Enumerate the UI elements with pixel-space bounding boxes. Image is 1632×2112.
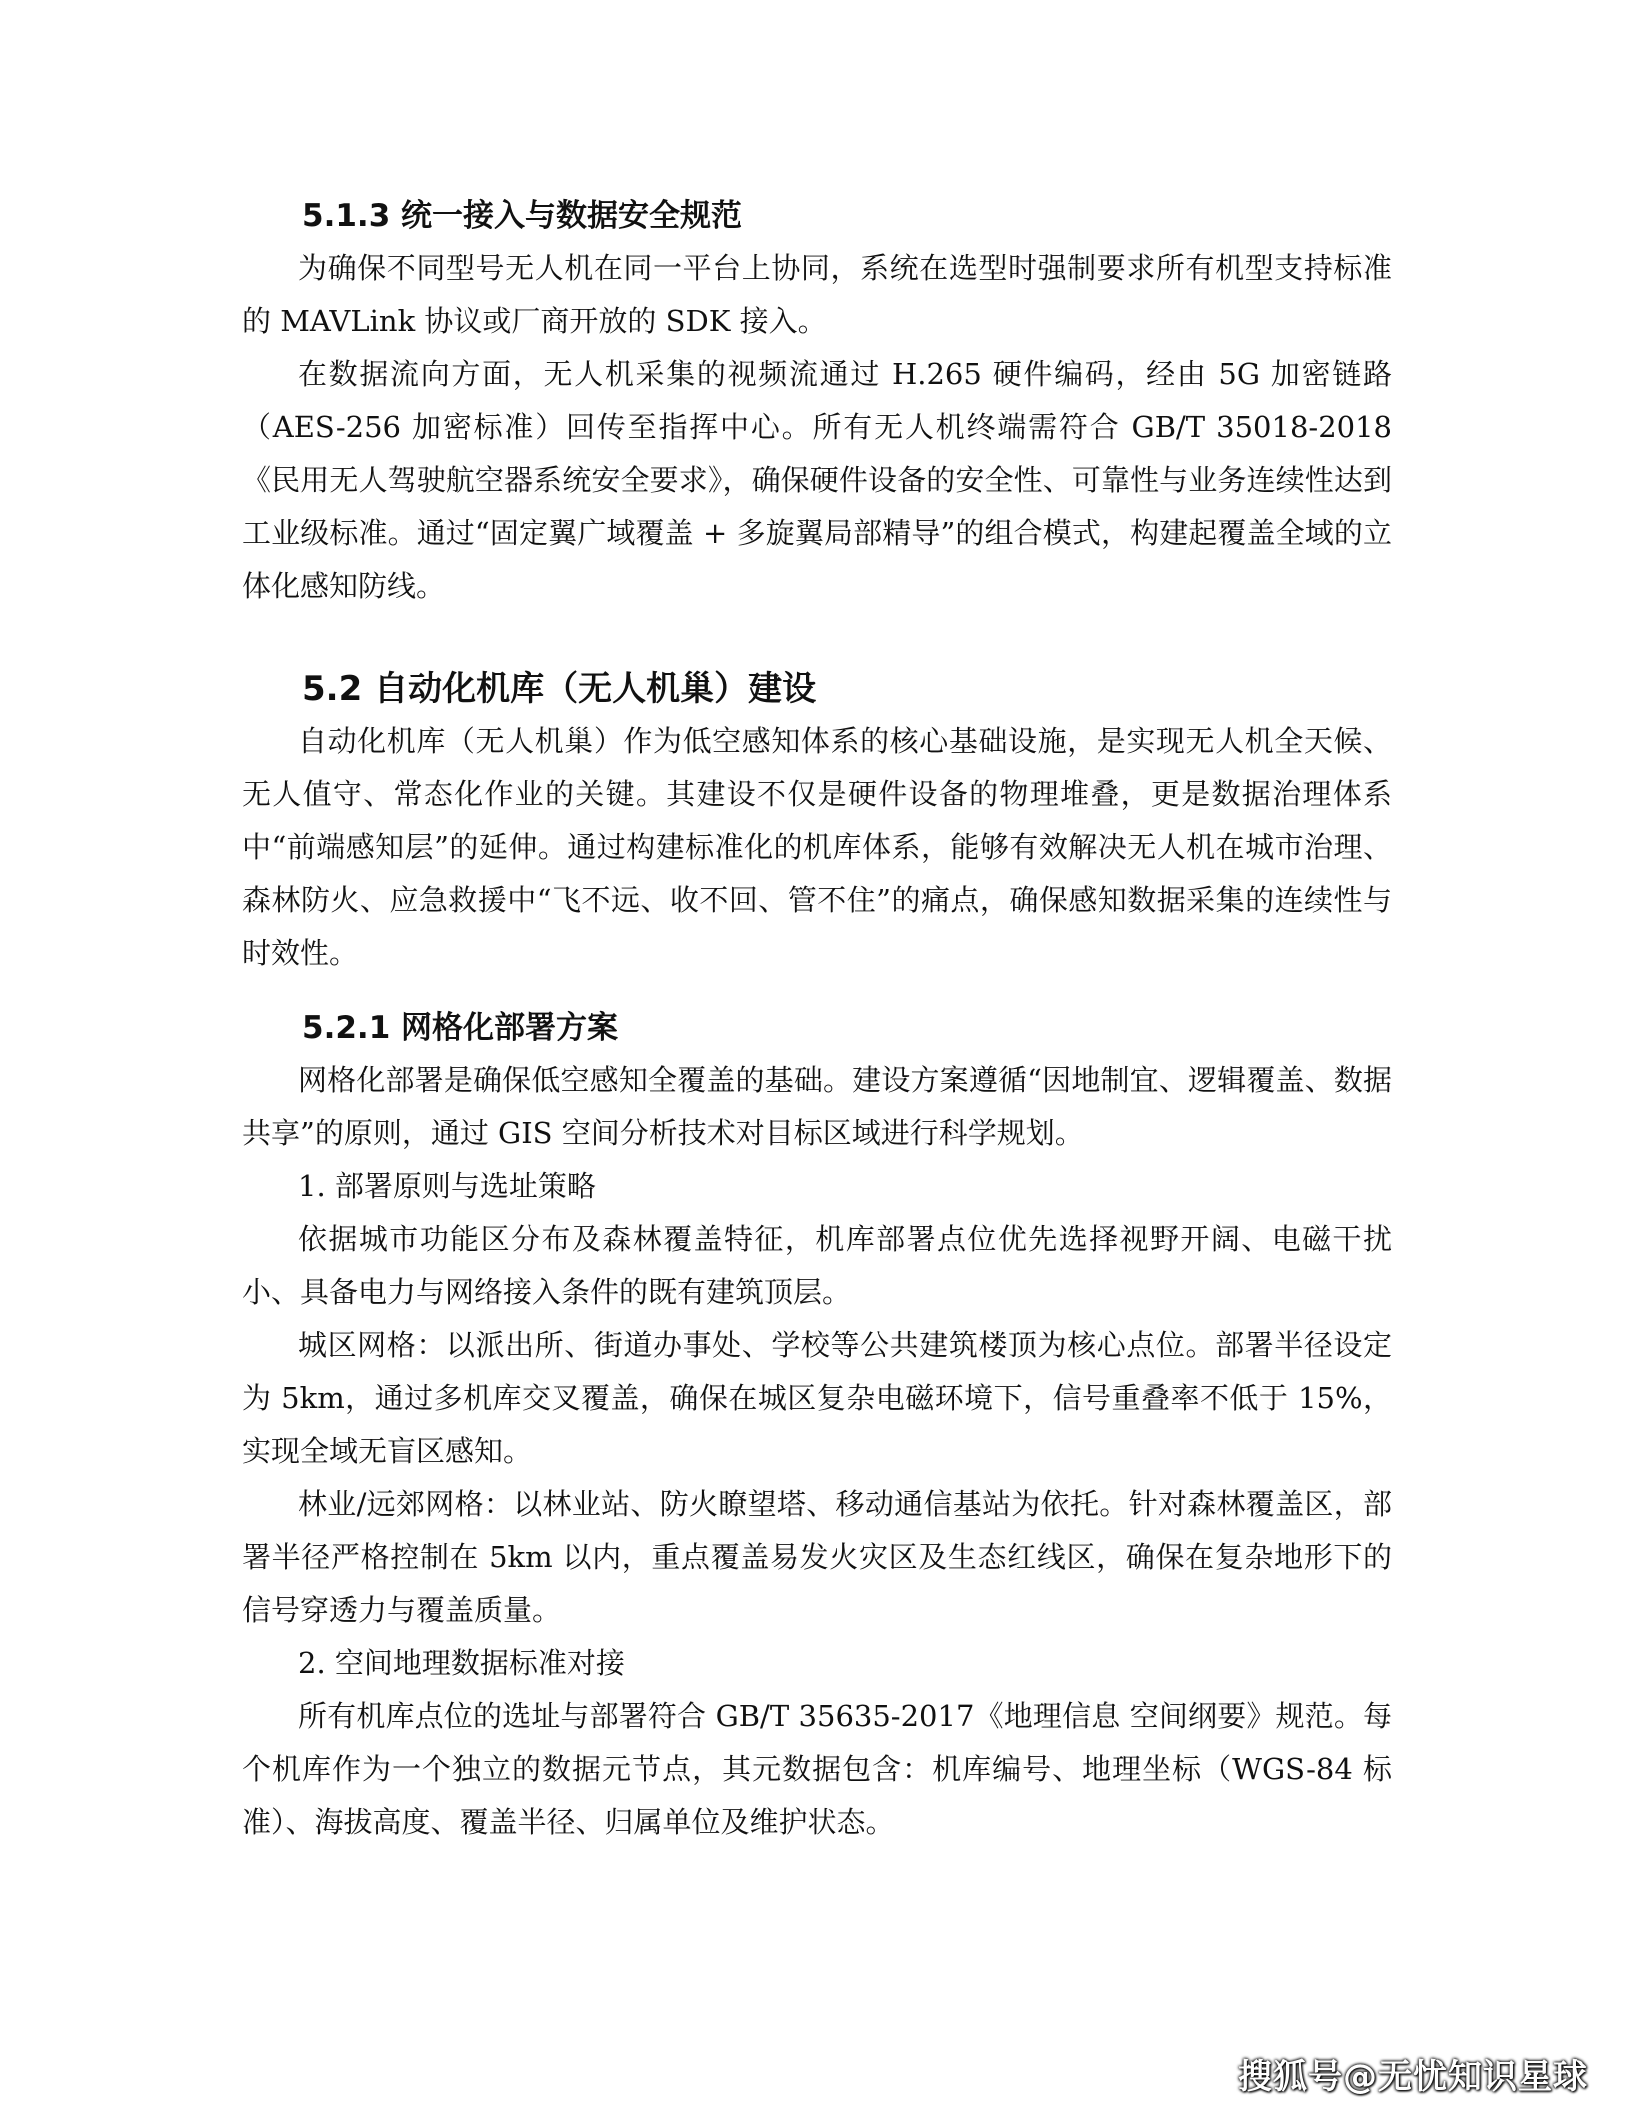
- paragraph: 自动化机库（无人机巢）作为低空感知体系的核心基础设施，是实现无人机全天候、无人值守、常态化作业的关键。其建设不仅是硬件设备的物理堆叠，更是数据治理体系中“前端感知层”的延伸。通过构建标准化的机库体系，能够有效解决无人机在城市治理、森林防火、应急救援中“飞不远、收不回、管不住”的痛点，确保感知数据采集的连续性与时效性。: [242, 724, 1392, 970]
- paragraph: 林业/远郊网格：以林业站、防火瞭望塔、移动通信基站为依托。针对森林覆盖区，部署半径严格控制在 5km 以内，重点覆盖易发火灾区及生态红线区，确保在复杂地形下的信号穿透力与覆盖质量。: [242, 1487, 1392, 1627]
- paragraph: 网格化部署是确保低空感知全覆盖的基础。建设方案遵循“因地制宜、逻辑覆盖、数据共享”的原则，通过 GIS 空间分析技术对目标区域进行科学规划。: [242, 1063, 1392, 1150]
- heading-5-1-3: 5.1.3 统一接入与数据安全规范: [302, 198, 743, 234]
- paragraph: 在数据流向方面，无人机采集的视频流通过 H.265 硬件编码，经由 5G 加密链路（AES-256 加密标准）回传至指挥中心。所有无人机终端需符合 GB/T 35018-2018《民用无人驾驶航空器系统安全要求》，确保硬件设备的安全性、可靠性与业务连续性达到工业级标准。通过“固定翼广域覆盖 + 多旋翼局部精导”的组合模式，构建起覆盖全域的立体化感知防线。: [242, 357, 1392, 603]
- paragraph: 城区网格：以派出所、街道办事处、学校等公共建筑楼顶为核心点位。部署半径设定为 5km，通过多机库交叉覆盖，确保在城区复杂电磁环境下，信号重叠率不低于 15%，实现全域无盲区感知。: [242, 1328, 1392, 1468]
- watermark: 搜狐号@无忧知识星球: [1238, 2057, 1588, 2097]
- paragraph: 依据城市功能区分布及森林覆盖特征，机库部署点位优先选择视野开阔、电磁干扰小、具备电力与网络接入条件的既有建筑顶层。: [242, 1222, 1392, 1309]
- list-item-heading: 1. 部署原则与选址策略: [298, 1169, 596, 1203]
- paragraph: 为确保不同型号无人机在同一平台上协同，系统在选型时强制要求所有机型支持标准的 MAVLink 协议或厂商开放的 SDK 接入。: [242, 251, 1392, 338]
- paragraph: 所有机库点位的选址与部署符合 GB/T 35635-2017《地理信息 空间纲要》规范。每个机库作为一个独立的数据元节点，其元数据包含：机库编号、地理坐标（WGS-84 标准）、海拔高度、覆盖半径、归属单位及维护状态。: [242, 1699, 1392, 1839]
- list-item-heading: 2. 空间地理数据标准对接: [298, 1646, 625, 1680]
- heading-5-2: 5.2 自动化机库（无人机巢）建设: [302, 669, 817, 709]
- document-content: [242, 190, 1392, 1849]
- heading-5-2-1: 5.2.1 网格化部署方案: [302, 1010, 619, 1046]
